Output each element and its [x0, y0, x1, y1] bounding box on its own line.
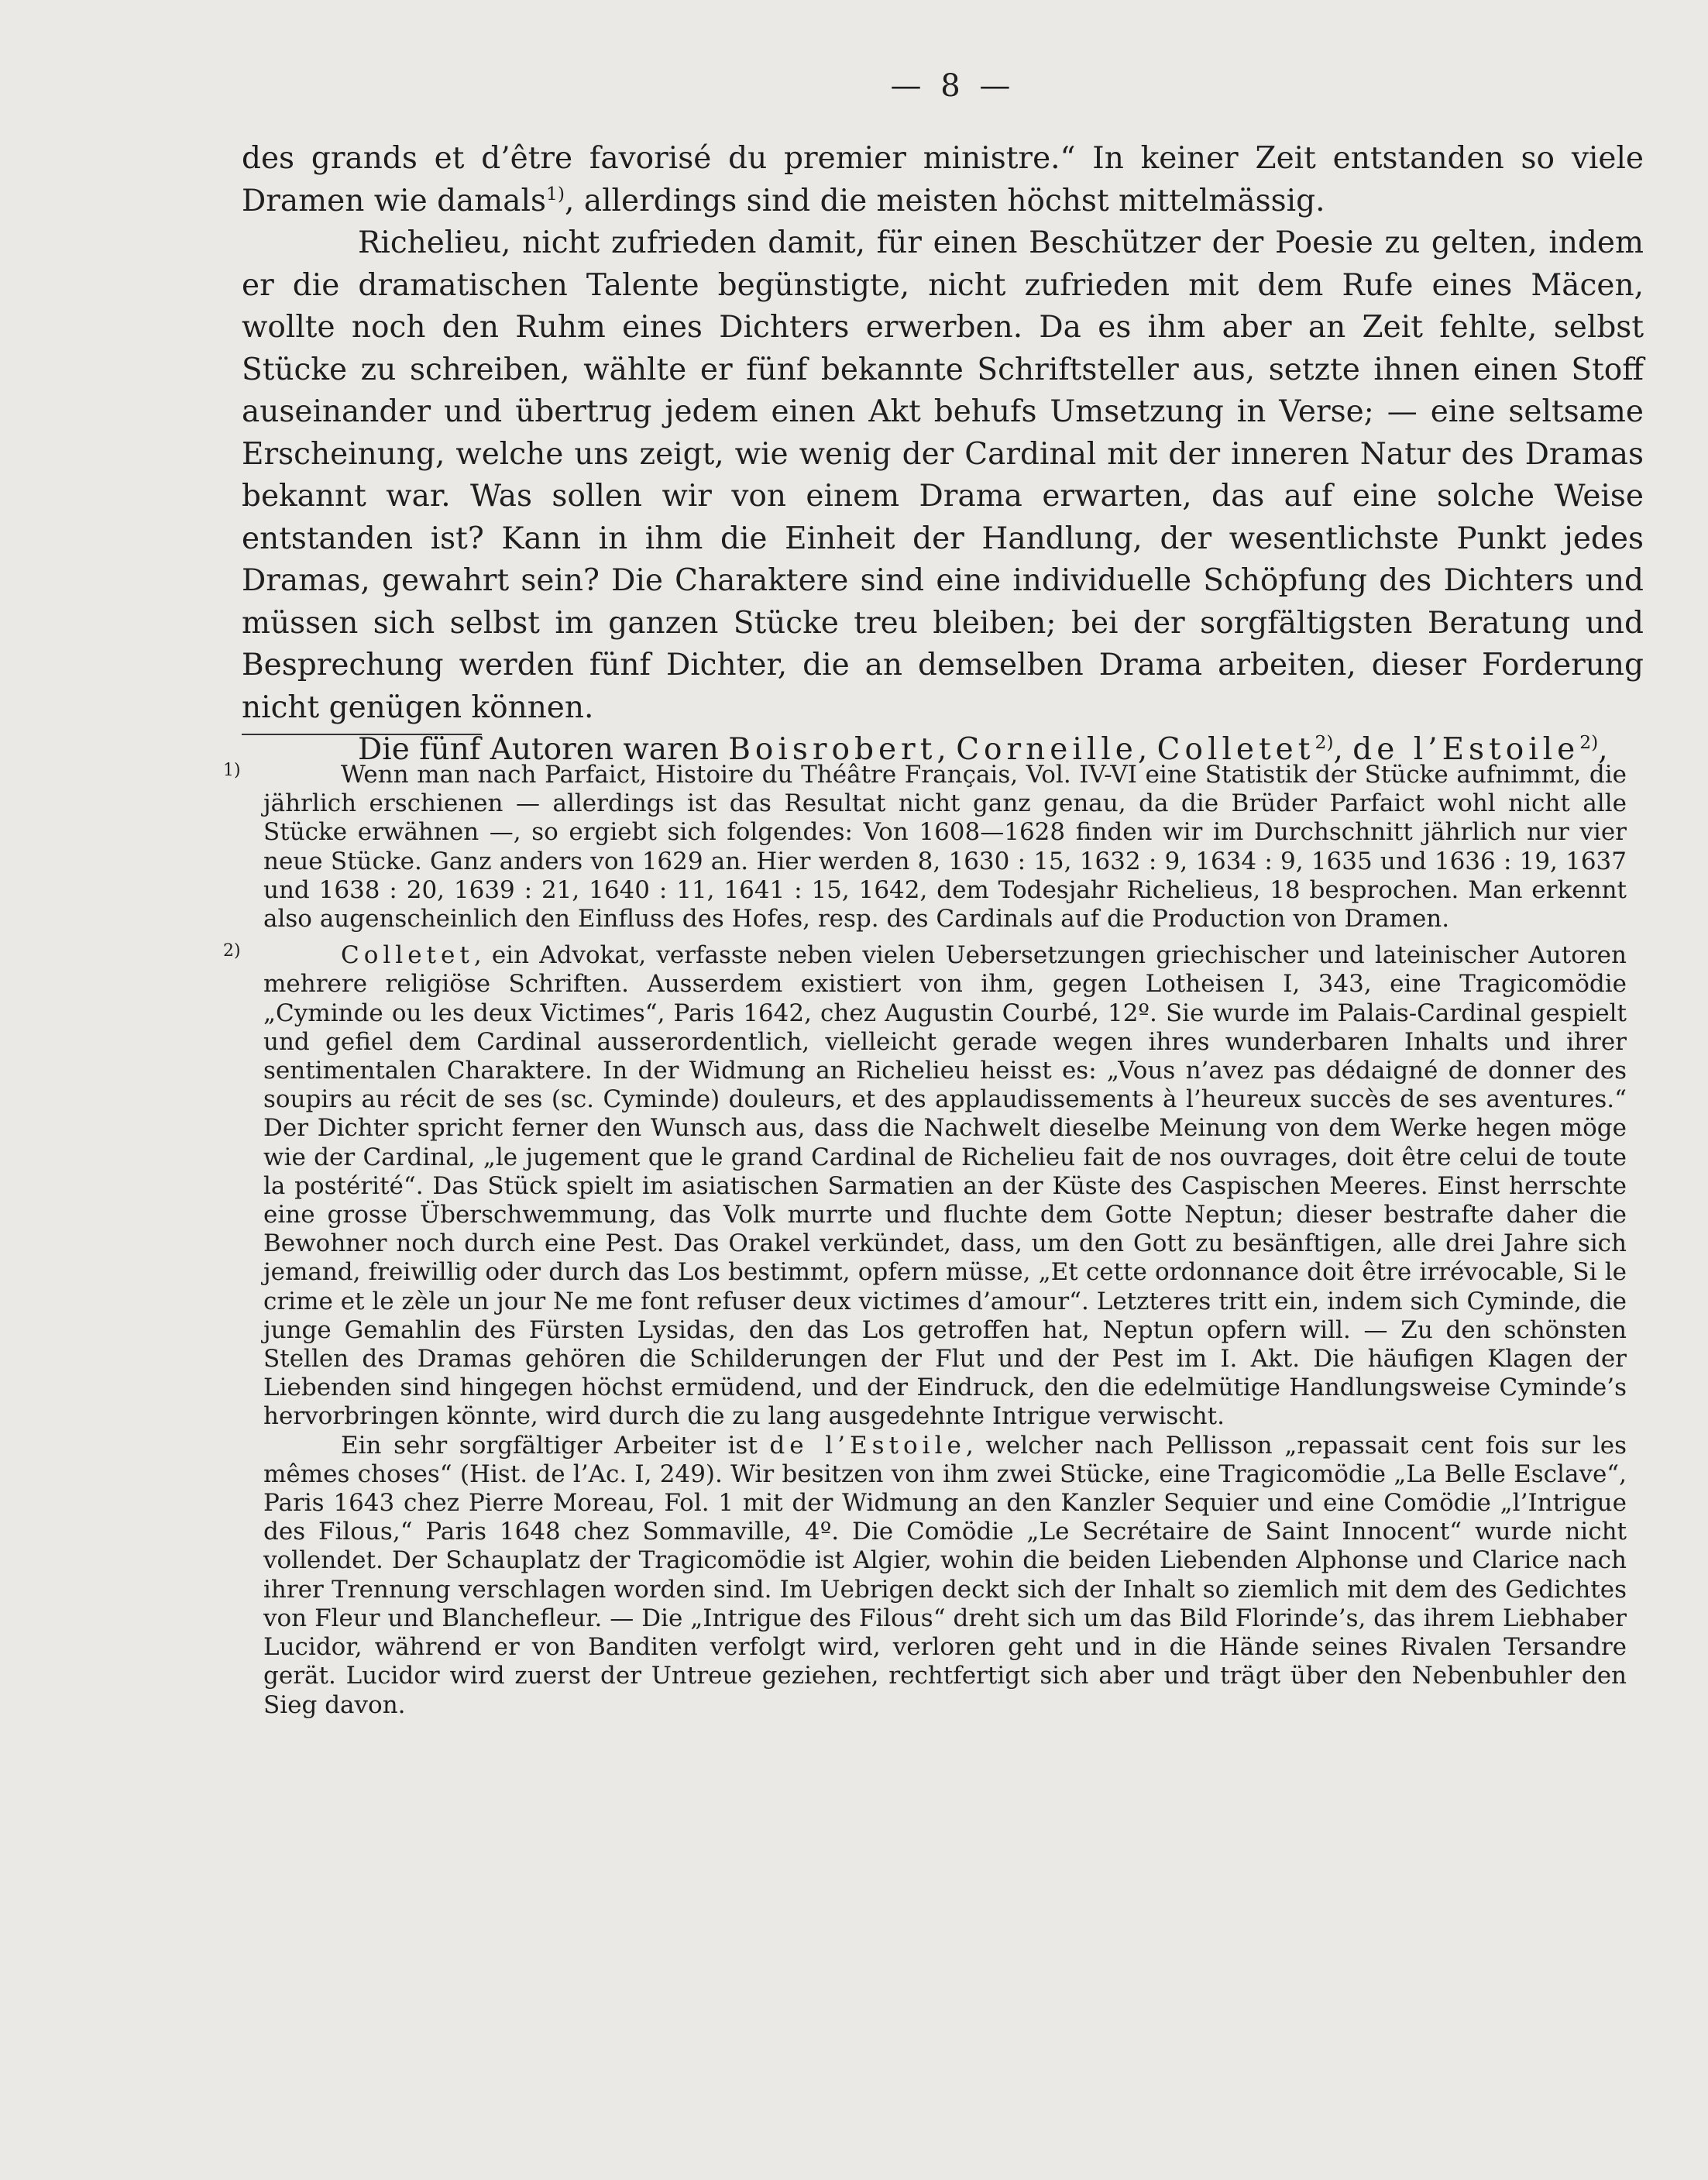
footnote-2-name: Colletet	[341, 941, 474, 970]
footnote-2-marker: 2)	[223, 941, 241, 961]
separator: ,	[936, 732, 957, 767]
footnote-1-text: Wenn man nach Parfaict, Histoire du Théâtre Français, Vol. IV-VI eine Statistik der Stücke aufnimmt, die jährlich erschienen — allerdings ist das Resultat nicht ganz genau, da die Brüder Parfaict wohl nicht alle Stücke erwähnen —, so ergiebt sich folgendes: Von 1608—1628 finden wir im Durchschnitt jährlich nur vier neue Stücke. Ganz anders von 1629 an. Hier werden 8, 1630 : 15, 1632 : 9, 1634 : 9, 1635 und 1636 : 19, 1637 und 1638 : 20, 1639 : 21, 1640 : 11, 1641 : 15, 1642, dem Todesjahr Richelieus, 18 besprochen. Man erkennt also augenscheinlich den Einfluss des Hofes, resp. des Cardinals auf die Production von Dramen.	[263, 761, 1627, 934]
paragraph-1-end: , allerdings sind die meisten höchst mittelmässig.	[565, 183, 1325, 218]
footnote-2b-start: Ein sehr sorgfältiger Arbeiter ist	[341, 1431, 770, 1460]
footnote-2	[223, 941, 1627, 1719]
footnote-1-marker: 1)	[223, 761, 241, 780]
author-corneille: Corneille	[956, 732, 1138, 767]
paragraph-2: Richelieu, nicht zufrieden damit, für einen Beschützer der Poesie zu gelten, indem er die dramatischen Talente begünstigte, nicht zufrieden mit dem Rufe eines Mäcen, wollte noch den Ruhm eines Dichters erwerben. Da es ihm aber an Zeit fehlte, selbst Stücke zu schreiben, wählte er fünf bekannte Schriftsteller aus, setzte ihnen einen Stoff auseinander und übertrug jedem einen Akt behufs Umsetzung in Verse; — eine seltsame Erscheinung, welche uns zeigt, wie wenig der Cardinal mit der inneren Natur des Dramas bekannt war. Was sollen wir von einem Drama erwarten, das auf eine solche Weise entstanden ist? Kann in ihm die Einheit der Handlung, der wesentlichste Punkt jedes Dramas, gewahrt sein? Die Charaktere sind eine individuelle Schöpfung des Dichters und müssen sich selbst im ganzen Stücke treu bleiben; bei der sorgfältigsten Beratung und Besprechung werden fünf Dichter, die an demselben Drama arbeiten, dieser Forderung nicht genügen können.	[242, 225, 1644, 725]
footnote-2b-name: de l’Estoile	[769, 1431, 966, 1460]
footnotes	[223, 761, 1627, 1728]
footnote-2-text	[263, 941, 1627, 1431]
paragraph-3-end: ,	[1598, 732, 1608, 767]
footnote-ref-2b: 2)	[1579, 731, 1599, 753]
author-boisrobert: Boisrobert	[728, 732, 937, 767]
author-colletet: Colletet	[1156, 732, 1315, 767]
paragraph-3-start: Die fünf Autoren waren	[358, 732, 729, 767]
main-text	[242, 138, 1644, 772]
footnote-1	[223, 761, 1627, 934]
paragraph-1	[242, 138, 1644, 222]
separator: ,	[1333, 732, 1353, 767]
author-de-lestoile: de l’Estoile	[1352, 732, 1580, 767]
footnote-ref-2: 2)	[1315, 731, 1334, 753]
separator: ,	[1137, 732, 1157, 767]
footnote-2-continuation	[263, 1432, 1627, 1720]
footnote-2-body: , ein Advokat, verfasste neben vielen Uebersetzungen griechischer und lateinischer Autoren mehrere religiöse Schriften. Ausserdem existiert von ihm, gegen Lotheisen I, 343, eine Tragicomödie „Cyminde ou les deux Victimes“, Paris 1642, chez Augustin Courbé, 12º. Sie wurde im Palais-Cardinal gespielt und gefiel dem Cardinal ausserordentlich, vielleicht gerade wegen ihres wunderbaren Inhalts und ihrer sentimentalen Charaktere. In der Widmung an Richelieu heisst es: „Vous n’avez pas dédaigné de donner des soupirs au récit de ses (sc. Cyminde) douleurs, et des applaudissements à l’heureux succès de ses aventures.“ Der Dichter spricht ferner den Wunsch aus, dass die Nachwelt dieselbe Meinung von dem Werke hegen möge wie der Cardinal, „le jugement que le grand Cardinal de Richelieu fait de nos ouvrages, doit être celui de toute la postérité“. Das Stück spielt im asiatischen Sarmatien an der Küste des Caspischen Meeres. Einst herrschte eine grosse Überschwemmung, das Volk murrte und fluchte dem Gotte Neptun; dieser bestrafte daher die Bewohner noch durch eine Pest. Das Orakel verkündet, dass, um den Gott zu besänftigen, alle drei Jahre sich jemand, freiwillig oder durch das Los bestimmt, opfern müsse, „Et cette ordonnance doit être irrévocable, Si le crime et le zèle un jour Ne me font refuser deux victimes d’amour“. Letzteres tritt ein, indem sich Cyminde, die junge Gemahlin des Fürsten Lysidas, den das Los getroffen hat, Neptun opfern will. — Zu den schönsten Stellen des Dramas gehören die Schilderungen der Flut und der Pest im I. Akt. Die häufigen Klagen der Liebenden sind hingegen höchst ermüdend, und der Eindruck, den die edelmütige Handlungsweise Cyminde’s hervorbringen könnte, wird durch die zu lang ausgedehnte Intrigue verwischt.	[263, 941, 1627, 1431]
page-number: — 8 —	[890, 68, 1016, 104]
paragraph-1-text: des grands et d’être favorisé du premier ministre.“ In keiner Zeit entstanden so viele Dramen wie damals	[242, 141, 1644, 218]
footnote-2b-body: , welcher nach Pellisson „repassait cent fois sur les mêmes choses“ (Hist. de l’Ac. I, 249). Wir besitzen von ihm zwei Stücke, eine Tragicomödie „La Belle Esclave“, Paris 1643 chez Pierre Moreau, Fol. 1 mit der Widmung an den Kanzler Sequier und eine Comödie „l’Intrigue des Filous,“ Paris 1648 chez Sommaville, 4º. Die Comödie „Le Secrétaire de Saint Innocent“ wurde nicht vollendet. Der Schauplatz der Tragicomödie ist Algier, wohin die beiden Liebenden Alphonse und Clarice nach ihrer Trennung verschlagen worden sind. Im Uebrigen deckt sich der Inhalt so ziemlich mit dem des Gedichtes von Fleur und Blanchefleur. — Die „Intrigue des Filous“ dreht sich um das Bild Florinde’s, das ihrem Liebhaber Lucidor, während er von Banditen verfolgt wird, verloren geht und in die Hände seines Rivalen Tersandre gerät. Lucidor wird zuerst der Untreue geziehen, rechtfertigt sich aber und trägt über den Nebenbuhler den Sieg davon.	[263, 1431, 1627, 1719]
footnote-divider	[242, 734, 482, 735]
footnote-ref-1: 1)	[546, 182, 565, 205]
